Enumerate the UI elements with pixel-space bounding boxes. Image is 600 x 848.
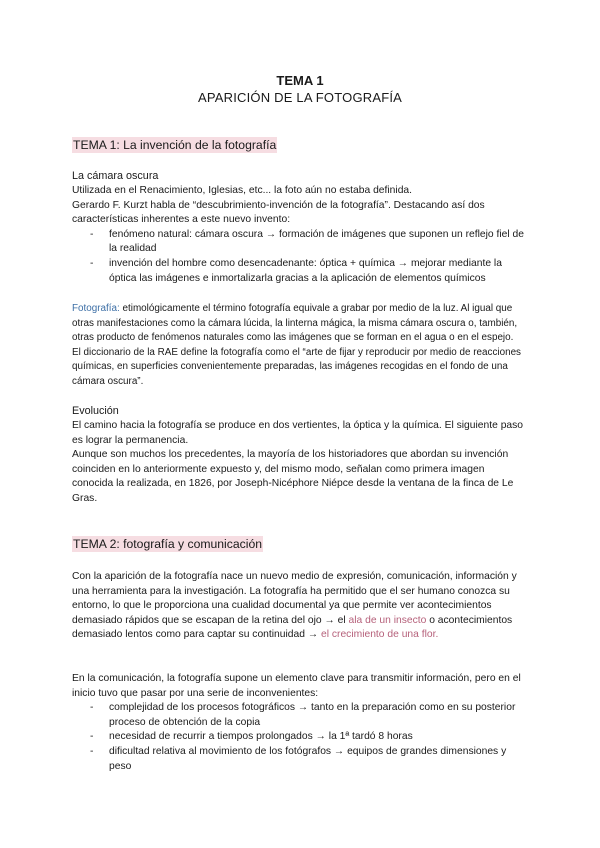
comunicacion-paragraph-1 [72, 570, 524, 643]
evolucion-heading: Evolución [72, 405, 119, 417]
definition-text: etimológicamente el término fotografía equivale a grabar por medio de la luz. Al igual que otras manifestaciones como la cámara lúcida, la linterna mágica, la misma cámara oscura o, también, otras producto de fenómenos naturales como las imágenes que se forman en el agua o en el espejo. El diccionario de la RAE define la fotografía como el “arte de fijar y reproducir por medio de reacciones químicas, en superficies convenientemente preparadas, las imágenes recogidas en el fondo de una cámara oscura”. [72, 303, 521, 387]
list-item: - dificultad relativa al movimiento de los fotógrafos → equipos de grandes dimensiones y peso [72, 745, 524, 774]
evolucion-block [72, 404, 524, 507]
list-item: - invención del hombre como desencadenante: óptica + química → mejorar mediante la óptica las imágenes e inmortalizarla gracias a la aplicación de elementos químicos [72, 257, 524, 286]
document-title: TEMA 1 [276, 73, 324, 88]
paragraph-text-b: o acontecimientos demasiado lentos como para captar su continuidad → [72, 614, 513, 641]
flower-growth-link[interactable]: el crecimiento de una flor. [321, 629, 439, 641]
camara-oscura-bullets [72, 228, 524, 286]
comunicacion-paragraph-2 [72, 672, 524, 774]
section-2-heading: TEMA 2: fotografía y comunicación [73, 537, 262, 551]
paragraph-text-a: Con la aparición de la fotografía nace un nuevo medio de expresión, comunicación, información y una herramienta para la investigación. La fotografía ha permitido que el ser humano conozca su entorno, lo que le proporciona una cualidad documental ya que permite ver acontecimientos demasiado rápidos que se escapan de la retina del ojo → el [72, 571, 517, 626]
list-item: - complejidad de los procesos fotográficos → tanto en la preparación como en su posterior proceso de obtención de la copia [72, 701, 524, 730]
evolucion-paragraph-1: El camino hacia la fotografía se produce en dos vertientes, la óptica y la química. El siguiente paso es lograr la permanencia. [72, 420, 524, 446]
camara-oscura-heading: La cámara oscura [72, 170, 159, 182]
title-block [0, 72, 600, 106]
definition-term: Fotografía: [72, 303, 120, 314]
evolucion-paragraph-2: Aunque son muchos los precedentes, la mayoría de los historiadores que abordan su invención coinciden en lo anteriormente expuesto y, del mismo modo, señalan como primera imagen conocida la realizada, en 1826, por Joseph-Nicéphore Niépce desde la ventana de la finca de Le Gras. [72, 449, 514, 504]
insect-wing-link[interactable]: ala de un insecto [348, 614, 427, 626]
definition-paragraph [72, 302, 524, 390]
paragraph: En la comunicación, la fotografía supone un elemento clave para transmitir información, pero en el inicio tuvo que pasar por una serie de inconvenientes: [72, 673, 521, 699]
camara-oscura-line-1: Utilizada en el Renacimiento, Iglesias, etc... la foto aún no estaba definida. [72, 185, 413, 196]
section-1-heading: TEMA 1: La invención de la fotografía [73, 138, 277, 152]
paragraph [72, 570, 524, 643]
list-item: - necesidad de recurrir a tiempos prolongados → la 1ª tardó 8 horas [72, 730, 524, 745]
fotografia-definition [72, 302, 524, 390]
document-subtitle: APARICIÓN DE LA FOTOGRAFÍA [197, 90, 403, 105]
camara-oscura-block [72, 169, 524, 286]
camara-oscura-line-2: Gerardo F. Kurzt habla de “descubrimiento-invención de la fotografía”. Destacando así dos características inherentes a este nuevo invento: [72, 199, 485, 226]
list-item: - fenómeno natural: cámara oscura → formación de imágenes que suponen un reflejo fiel de la realidad [72, 228, 524, 257]
inconvenientes-bullets [72, 701, 524, 774]
